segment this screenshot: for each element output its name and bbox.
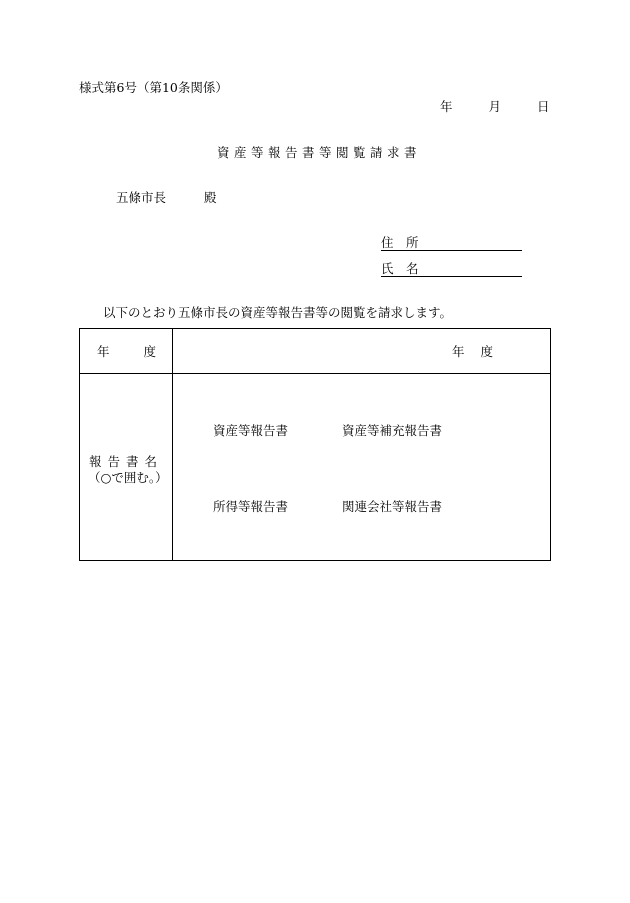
option-asset-supplement-report[interactable]: 資産等補充報告書 xyxy=(342,423,443,438)
option-income-report[interactable]: 所得等報告書 xyxy=(213,499,289,514)
address-field[interactable] xyxy=(381,236,522,251)
document-title: 資産等報告書等閲覧請求書 xyxy=(217,145,422,160)
report-name-label-main: 報告書名 xyxy=(88,454,163,469)
date-year: 年 xyxy=(440,99,453,114)
addressee-name: 五條市長 xyxy=(116,190,167,205)
fiscal-year-value-a: 年 xyxy=(452,344,465,359)
name-label: 氏 名 xyxy=(381,261,419,276)
name-field[interactable] xyxy=(381,262,522,277)
address-label: 住 所 xyxy=(381,235,419,250)
date-month: 月 xyxy=(488,99,502,114)
fiscal-year-value-b: 度 xyxy=(480,344,494,359)
fiscal-year-field[interactable] xyxy=(452,345,493,359)
addressee-honorific: 殿 xyxy=(204,190,217,205)
fiscal-year-label-b: 度 xyxy=(143,344,157,359)
report-name-label-note: （○で囲む。） xyxy=(88,470,168,485)
option-affiliate-report[interactable]: 関連会社等報告書 xyxy=(342,499,443,514)
request-table xyxy=(79,328,551,561)
fiscal-year-label xyxy=(97,345,156,359)
intro-text: 以下のとおり五條市長の資産等報告書等の閲覧を請求します。 xyxy=(103,305,453,320)
table-divider-vertical xyxy=(172,329,173,560)
option-asset-report[interactable]: 資産等報告書 xyxy=(213,423,289,438)
date-line xyxy=(440,100,550,114)
report-name-label xyxy=(88,454,168,485)
date-day: 日 xyxy=(537,99,550,114)
form-number: 様式第6号（第10条関係） xyxy=(79,80,228,95)
table-divider-horizontal xyxy=(80,373,550,374)
addressee xyxy=(116,191,217,205)
fiscal-year-label-a: 年 xyxy=(97,344,110,359)
